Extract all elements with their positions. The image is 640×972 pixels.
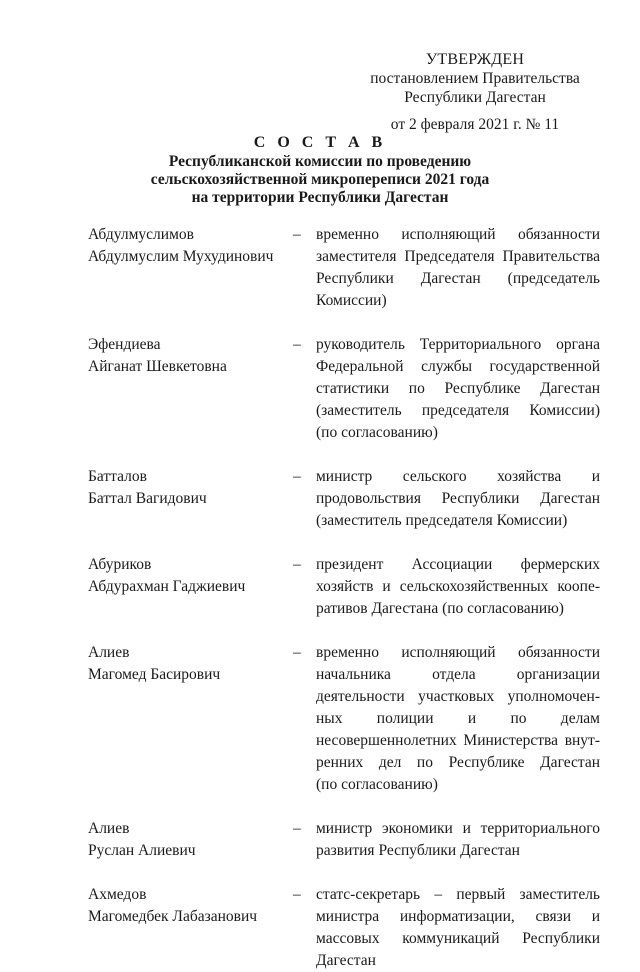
member-role-line: ренних дел по Республике Дагестан [316, 754, 600, 771]
member-name [88, 884, 293, 928]
member-role-line: (по согласованию) [316, 776, 438, 793]
approval-line-1: постановлением Правительства [370, 70, 580, 87]
member-dash: – [293, 226, 301, 243]
member-name [88, 818, 293, 862]
member-role-line: статистики по Республике Дагестан [316, 380, 600, 397]
heading-line-1: Республиканской комиссии по проведению [168, 153, 472, 170]
member-dash: – [293, 886, 301, 903]
member-role-line: руководитель Территориального органа [316, 336, 600, 353]
member-role-line: министр сельского хозяйства и [316, 468, 600, 485]
member-given-names: Магомедбек Лабазанович [88, 908, 258, 925]
member-surname: Алиев [88, 644, 130, 661]
approval-line-2: Республики Дагестан [404, 89, 546, 106]
member-role-line: (заместитель председателя Комиссии) [316, 512, 568, 529]
member-given-names: Айганат Шевкетовна [88, 358, 227, 375]
member-entry [88, 334, 600, 444]
member-entry [88, 818, 600, 862]
member-entry [88, 884, 600, 972]
member-dash: – [293, 820, 301, 837]
member-name [88, 642, 293, 686]
member-role-line: Комиссии) [316, 292, 387, 309]
approval-title: УТВЕРЖДЕН [425, 51, 525, 68]
member-dash: – [293, 468, 301, 485]
member-role-line: заместителя Председателя Правительства [316, 248, 600, 265]
member-role-line: ративов Дагестана (по согласованию) [316, 600, 564, 617]
member-surname: Ахмедов [88, 886, 147, 903]
member-dash: – [293, 336, 301, 353]
member-role-line: развития Республики Дагестан [316, 842, 520, 859]
document-heading [0, 134, 640, 207]
approval-block [360, 50, 590, 134]
member-role-line: деятельности участковых уполномочен- [316, 688, 600, 705]
member-role-line: министр экономики и территориального [316, 820, 600, 837]
member-surname: Абуриков [88, 556, 152, 573]
member-given-names: Магомед Басирович [88, 666, 221, 683]
member-name [88, 224, 293, 268]
member-role-line: несовершеннолетних Министерства внут- [316, 732, 600, 749]
member-entry [88, 466, 600, 532]
member-role [316, 884, 600, 972]
member-role-line: ных полиции и по делам [316, 710, 600, 727]
member-role-line: Республики Дагестан (председатель [316, 270, 600, 287]
member-given-names: Абдулмуслим Мухудинович [88, 248, 274, 265]
heading-title: С О С Т А В [253, 134, 387, 151]
members-list [88, 224, 600, 972]
member-entry [88, 224, 600, 312]
heading-line-3: на территории Республики Дагестан [191, 189, 449, 206]
member-role [316, 554, 600, 620]
member-role-line: временно исполняющий обязанности [316, 644, 600, 661]
member-dash: – [293, 644, 301, 661]
member-entry [88, 554, 600, 620]
member-role-line: статс-секретарь – первый заместитель [316, 886, 600, 903]
member-given-names: Руслан Алиевич [88, 842, 196, 859]
member-role-line: продовольствия Республики Дагестан [316, 490, 600, 507]
member-role-line: массовых коммуникаций Республики [316, 930, 600, 947]
member-dash: – [293, 556, 301, 573]
member-role-line: президент Ассоциации фермерских [316, 556, 600, 573]
member-name [88, 554, 293, 598]
member-role-line: министра информатизации, связи и [316, 908, 600, 925]
member-surname: Алиев [88, 820, 130, 837]
member-role [316, 466, 600, 532]
member-given-names: Абдурахман Гаджиевич [88, 578, 246, 595]
member-entry [88, 642, 600, 796]
approval-date: от 2 февраля 2021 г. № 11 [390, 116, 560, 133]
member-role-line: хозяйств и сельскохозяйственных коопе- [316, 578, 600, 595]
member-role-line: Федеральной службы государственной [316, 358, 600, 375]
member-role [316, 818, 600, 862]
member-role [316, 642, 600, 796]
member-role-line: Дагестан [316, 952, 376, 969]
member-role-line: (по согласованию) [316, 424, 438, 441]
member-role-line: временно исполняющий обязанности [316, 226, 600, 243]
member-surname: Батталов [88, 468, 147, 485]
member-role [316, 224, 600, 312]
member-surname: Эфендиева [88, 336, 161, 353]
member-role-line: начальника отдела организации [316, 666, 600, 683]
member-given-names: Баттал Вагидович [88, 490, 207, 507]
member-name [88, 334, 293, 378]
heading-line-2: сельскохозяйственной микропереписи 2021 года [150, 171, 490, 188]
member-surname: Абдулмуслимов [88, 226, 194, 243]
member-role [316, 334, 600, 444]
member-name [88, 466, 293, 510]
member-role-line: (заместитель председателя Комиссии) [316, 402, 600, 419]
